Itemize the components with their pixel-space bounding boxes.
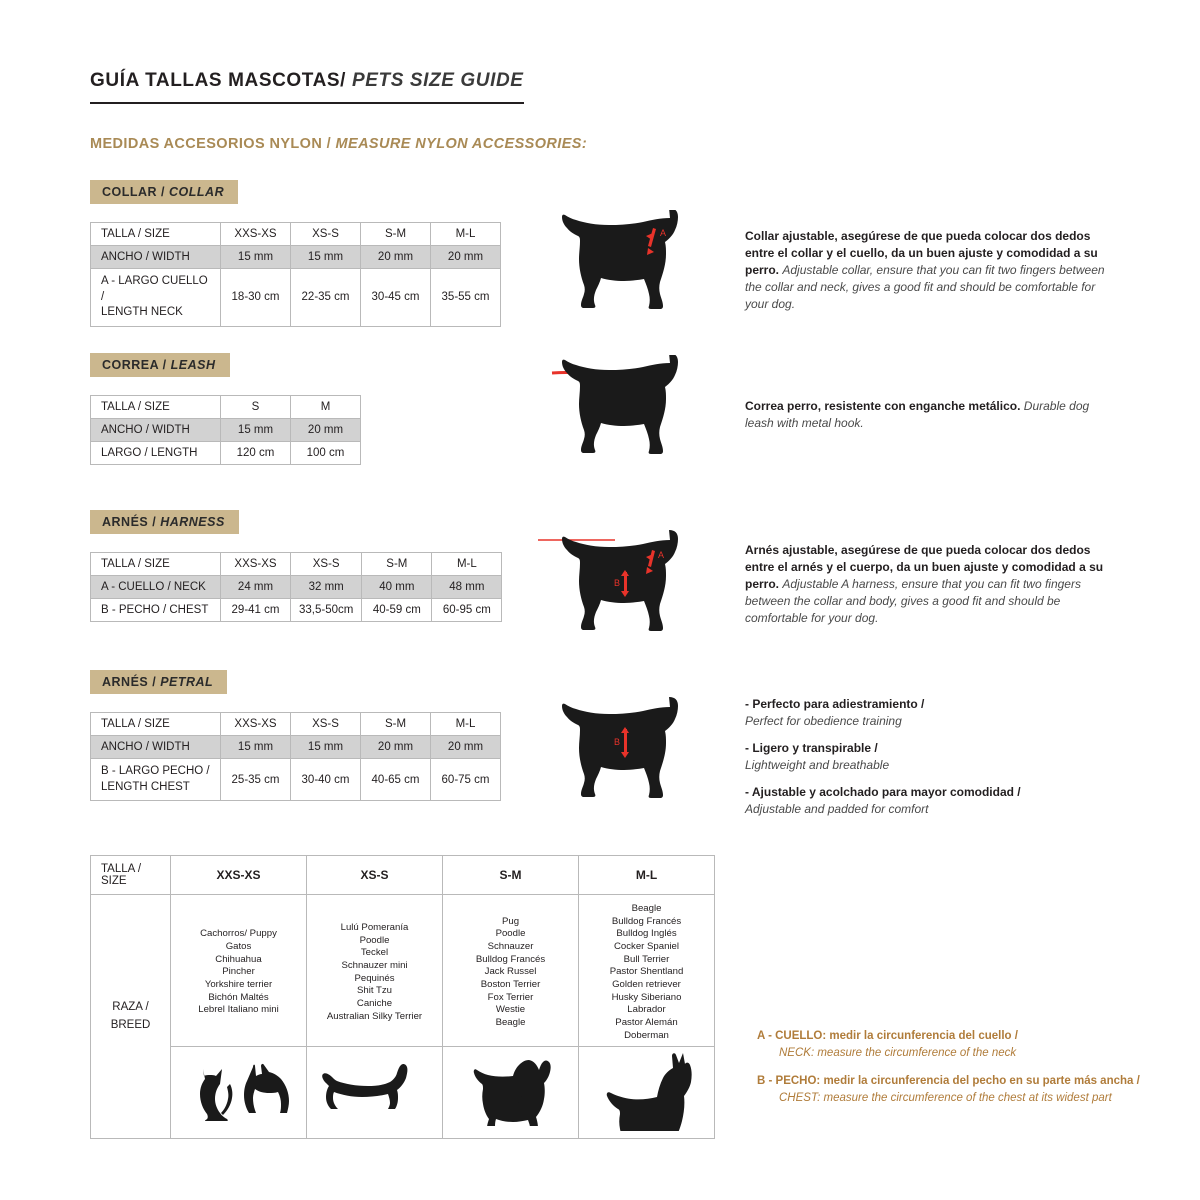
cell: M-L xyxy=(432,553,502,576)
cell: 22-35 cm xyxy=(291,269,361,327)
breed-name: Doberman xyxy=(624,1029,669,1041)
breed-name: Schnauzer xyxy=(487,940,534,952)
chip-label-es: CORREA / xyxy=(102,358,167,372)
dog-with-leash-silhouette xyxy=(520,355,715,465)
table-row xyxy=(91,599,502,622)
dachshund-icon-wrap xyxy=(307,1061,442,1119)
bullet-es: - Ligero y transpirable / xyxy=(745,740,878,755)
breed-name: Cachorros/ Puppy xyxy=(200,928,277,940)
row-label: TALLA / SIZE xyxy=(91,223,221,246)
breed-name: Pastor Shentland xyxy=(609,966,684,978)
breed-name: Bull Terrier xyxy=(623,953,670,965)
breed-row-label-en: BREED xyxy=(110,1018,151,1031)
cell: 15 mm xyxy=(221,246,291,269)
breed-size-header: S-M xyxy=(443,856,579,895)
cell: XS-S xyxy=(291,553,362,576)
cell: 32 mm xyxy=(291,576,362,599)
schnauzer-silhouette xyxy=(463,1054,558,1126)
breed-name: Labrador xyxy=(627,1004,666,1016)
table-petral xyxy=(90,712,501,801)
svg-text:A: A xyxy=(658,550,665,560)
schnauzer-icon-wrap xyxy=(443,1054,578,1126)
section-collar xyxy=(90,180,501,327)
breed-name: Yorkshire terrier xyxy=(204,978,273,990)
row-label: A - LARGO CUELLO / LENGTH NECK xyxy=(91,269,221,327)
breed-name: Golden retriever xyxy=(612,978,681,990)
row-label: B - LARGO PECHO / LENGTH CHEST xyxy=(91,759,221,801)
breed-name: Lebrel Italiano mini xyxy=(198,1004,279,1016)
page-subtitle-es: MEDIDAS ACCESORIOS NYLON / xyxy=(90,136,332,152)
breed-name: Bulldog Francés xyxy=(475,953,546,965)
table-row xyxy=(91,223,501,246)
footnote-es: B - PECHO: medir la circunferencia del pecho en su parte más ancha / xyxy=(757,1074,1140,1087)
breed-table-header-row xyxy=(91,856,715,895)
table-row xyxy=(91,419,361,442)
footnote-es: A - CUELLO: medir la circunferencia del cuello / xyxy=(757,1030,1018,1042)
breed-list xyxy=(443,895,579,1047)
cell: 30-45 cm xyxy=(361,269,431,327)
harness-description xyxy=(745,542,1115,627)
breed-name: Fox Terrier xyxy=(487,991,534,1003)
row-label: ANCHO / WIDTH xyxy=(91,246,221,269)
footnote-en: CHEST: measure the circumference of the chest at its widest part xyxy=(779,1091,1112,1104)
section-chip-leash xyxy=(90,353,230,377)
breed-name: Bichón Maltés xyxy=(208,991,269,1003)
cell: 100 cm xyxy=(291,442,361,465)
dachshund-silhouette xyxy=(322,1061,427,1119)
section-chip-collar xyxy=(90,180,238,204)
breed-list xyxy=(171,895,307,1047)
breed-name: Bulldog Inglés xyxy=(616,928,677,940)
chip-label-en: LEASH xyxy=(170,358,216,372)
cell: M-L xyxy=(431,713,501,736)
breed-name: Beagle xyxy=(631,903,662,914)
chip-label-en: HARNESS xyxy=(160,515,225,529)
desc-en: Durable dog leash with metal hook. xyxy=(745,399,1090,431)
breed-name: Teckel xyxy=(360,947,389,959)
page-title-wrap xyxy=(90,70,1110,104)
section-petral xyxy=(90,670,501,801)
breed-header-label: TALLA / SIZE xyxy=(91,856,171,895)
breed-name: Chihuahua xyxy=(215,953,262,965)
desc-es: Correa perro, resistente con enganche metálico. xyxy=(745,399,1021,413)
cell: 20 mm xyxy=(361,736,431,759)
table-collar xyxy=(90,222,501,327)
breed-name: Pug xyxy=(501,915,520,927)
breed-list xyxy=(579,895,715,1047)
breed-silhouette-cell xyxy=(307,1047,443,1139)
bullet-en: Perfect for obedience training xyxy=(745,714,902,729)
breed-name: Westie xyxy=(495,1004,526,1016)
page-subtitle-en: MEASURE NYLON ACCESSORIES: xyxy=(335,136,588,152)
row-label: TALLA / SIZE xyxy=(91,713,221,736)
bullet-es: - Perfecto para adiestramiento / xyxy=(745,697,925,711)
cell: 20 mm xyxy=(431,246,501,269)
dog-with-petral-silhouette xyxy=(520,695,715,810)
cell: 33,5-50cm xyxy=(291,599,362,622)
breed-name: Lulú Pomeranía xyxy=(340,921,409,933)
cell: 24 mm xyxy=(221,576,291,599)
cell: XS-S xyxy=(291,713,361,736)
table-harness xyxy=(90,552,502,622)
cell: M-L xyxy=(431,223,501,246)
page-subtitle xyxy=(90,136,1110,152)
cell: 15 mm xyxy=(291,736,361,759)
chip-label-es: ARNÉS / xyxy=(102,515,157,529)
cell: 18-30 cm xyxy=(221,269,291,327)
cell: 40-59 cm xyxy=(362,599,432,622)
svg-text:B: B xyxy=(614,737,621,747)
cell: XS-S xyxy=(291,223,361,246)
breed-silhouette-cell xyxy=(443,1047,579,1139)
chihuahua-silhouette xyxy=(239,1059,291,1121)
cell: 20 mm xyxy=(361,246,431,269)
cell: 15 mm xyxy=(221,736,291,759)
breed-row-label xyxy=(91,895,171,1139)
cell: S-M xyxy=(361,713,431,736)
breed-size-header: M-L xyxy=(579,856,715,895)
breed-name: Jack Russel xyxy=(484,966,537,978)
breed-name: Boston Terrier xyxy=(480,978,541,990)
chip-label-en: COLLAR xyxy=(169,185,225,199)
breed-silhouette-cell xyxy=(579,1047,715,1139)
breed-table xyxy=(90,855,715,1139)
cell: 20 mm xyxy=(291,419,361,442)
cell: 15 mm xyxy=(291,246,361,269)
breed-name: Poodle xyxy=(495,928,526,940)
breed-name: Pastor Alemán xyxy=(615,1016,678,1028)
petral-benefits xyxy=(745,696,1125,827)
leash-description xyxy=(745,398,1115,432)
cell: 48 mm xyxy=(432,576,502,599)
desc-en: Adjustable collar, ensure that you can fit two fingers between the collar and neck, gives a good fit and should be comfortable for your dog. xyxy=(745,263,1105,312)
cell: 60-75 cm xyxy=(431,759,501,801)
cat-and-chihuahua-icons xyxy=(171,1059,306,1121)
breed-name: Bulldog Francés xyxy=(611,915,682,927)
section-chip-harness xyxy=(90,510,239,534)
breed-name: Cocker Spaniel xyxy=(613,940,680,952)
footnote-neck xyxy=(757,1028,1157,1063)
cell: S-M xyxy=(361,223,431,246)
cell: XXS-XS xyxy=(221,223,291,246)
bullet-en: Adjustable and padded for comfort xyxy=(745,801,929,816)
table-row xyxy=(91,442,361,465)
page-title xyxy=(90,70,524,104)
cat-silhouette xyxy=(187,1059,235,1121)
cell: M xyxy=(291,396,361,419)
breed-name: Pincher xyxy=(222,966,255,978)
cell: 20 mm xyxy=(431,736,501,759)
page-title-en: PETS SIZE GUIDE xyxy=(351,70,524,91)
breed-name: Gatos xyxy=(225,940,252,952)
chip-label-es: ARNÉS / xyxy=(102,675,157,689)
table-leash xyxy=(90,395,361,465)
doberman-icon-wrap xyxy=(579,1049,714,1131)
bullet-es: - Ajustable y acolchado para mayor comodidad / xyxy=(745,784,1021,799)
table-row xyxy=(91,713,501,736)
cell: 30-40 cm xyxy=(291,759,361,801)
cell: S xyxy=(221,396,291,419)
chip-label-en: PETRAL xyxy=(160,675,214,689)
row-label: A - CUELLO / NECK xyxy=(91,576,221,599)
breed-name: Poodle xyxy=(359,934,390,946)
section-chip-petral xyxy=(90,670,227,694)
page-title-es: GUÍA TALLAS MASCOTAS/ xyxy=(90,70,347,91)
section-leash xyxy=(90,353,361,465)
dog-with-harness-silhouette xyxy=(520,528,715,643)
dog-collar-illustration xyxy=(520,210,710,320)
table-row xyxy=(91,576,502,599)
row-label: B - PECHO / CHEST xyxy=(91,599,221,622)
desc-en: Adjustable A harness, ensure that you can fit two fingers between the collar and body, gives a good fit and should be comfortable for your dog. xyxy=(745,577,1081,626)
breed-name: Husky Siberiano xyxy=(611,991,682,1003)
breed-silhouette-cell xyxy=(171,1047,307,1139)
dog-harness-illustration xyxy=(520,528,715,643)
chip-label-es: COLLAR / xyxy=(102,185,166,199)
section-harness xyxy=(90,510,502,622)
cell: S-M xyxy=(362,553,432,576)
breed-size-header: XXS-XS xyxy=(171,856,307,895)
breed-size-header: XS-S xyxy=(307,856,443,895)
breed-name: Caniche xyxy=(356,997,393,1009)
table-row xyxy=(91,759,501,801)
dog-petral-illustration xyxy=(520,695,715,810)
desc-es: Arnés ajustable, asegúrese de que pueda colocar dos dedos entre el arnés y el cuerpo, da un buen ajuste y comodidad a su perro. xyxy=(745,543,1104,592)
desc-es: Collar ajustable, asegúrese de que pueda colocar dos dedos entre el collar y el cuello, da un buen ajuste y comodidad a su perro. xyxy=(745,229,1098,278)
table-row xyxy=(91,736,501,759)
cell: XXS-XS xyxy=(221,713,291,736)
svg-text:A: A xyxy=(660,228,667,238)
cell: XXS-XS xyxy=(221,553,291,576)
breed-row-label-es: RAZA / xyxy=(112,1001,149,1014)
breed-name: Pequinés xyxy=(354,972,395,984)
dog-leash-illustration xyxy=(520,355,715,465)
row-label: LARGO / LENGTH xyxy=(91,442,221,465)
row-label: TALLA / SIZE xyxy=(91,396,221,419)
table-row xyxy=(91,269,501,327)
table-row xyxy=(91,246,501,269)
table-row xyxy=(91,396,361,419)
breed-table-names-row xyxy=(91,895,715,1047)
row-label: ANCHO / WIDTH xyxy=(91,736,221,759)
cell: 120 cm xyxy=(221,442,291,465)
breed-name: Beagle xyxy=(495,1016,526,1028)
row-label: TALLA / SIZE xyxy=(91,553,221,576)
breed-table-silhouette-row xyxy=(91,1047,715,1139)
breed-name: Australian Silky Terrier xyxy=(326,1010,423,1022)
cell: 40-65 cm xyxy=(361,759,431,801)
breed-name: Shit Tzu xyxy=(356,985,393,997)
cell: 29-41 cm xyxy=(221,599,291,622)
dog-with-collar-silhouette xyxy=(520,210,710,320)
svg-text:B: B xyxy=(614,578,621,588)
breed-name: Schnauzer mini xyxy=(341,959,408,971)
cell: 15 mm xyxy=(221,419,291,442)
bullet-en: Lightweight and breathable xyxy=(745,758,890,773)
doberman-silhouette xyxy=(591,1049,703,1131)
footnote-en: NECK: measure the circumference of the neck xyxy=(779,1047,1017,1060)
measure-footnotes xyxy=(757,1028,1157,1107)
cell: 25-35 cm xyxy=(221,759,291,801)
breed-list xyxy=(307,895,443,1047)
cell: 60-95 cm xyxy=(432,599,502,622)
table-row xyxy=(91,553,502,576)
collar-description xyxy=(745,228,1115,313)
row-label: ANCHO / WIDTH xyxy=(91,419,221,442)
cell: 40 mm xyxy=(362,576,432,599)
cell: 35-55 cm xyxy=(431,269,501,327)
footnote-chest xyxy=(757,1073,1157,1108)
